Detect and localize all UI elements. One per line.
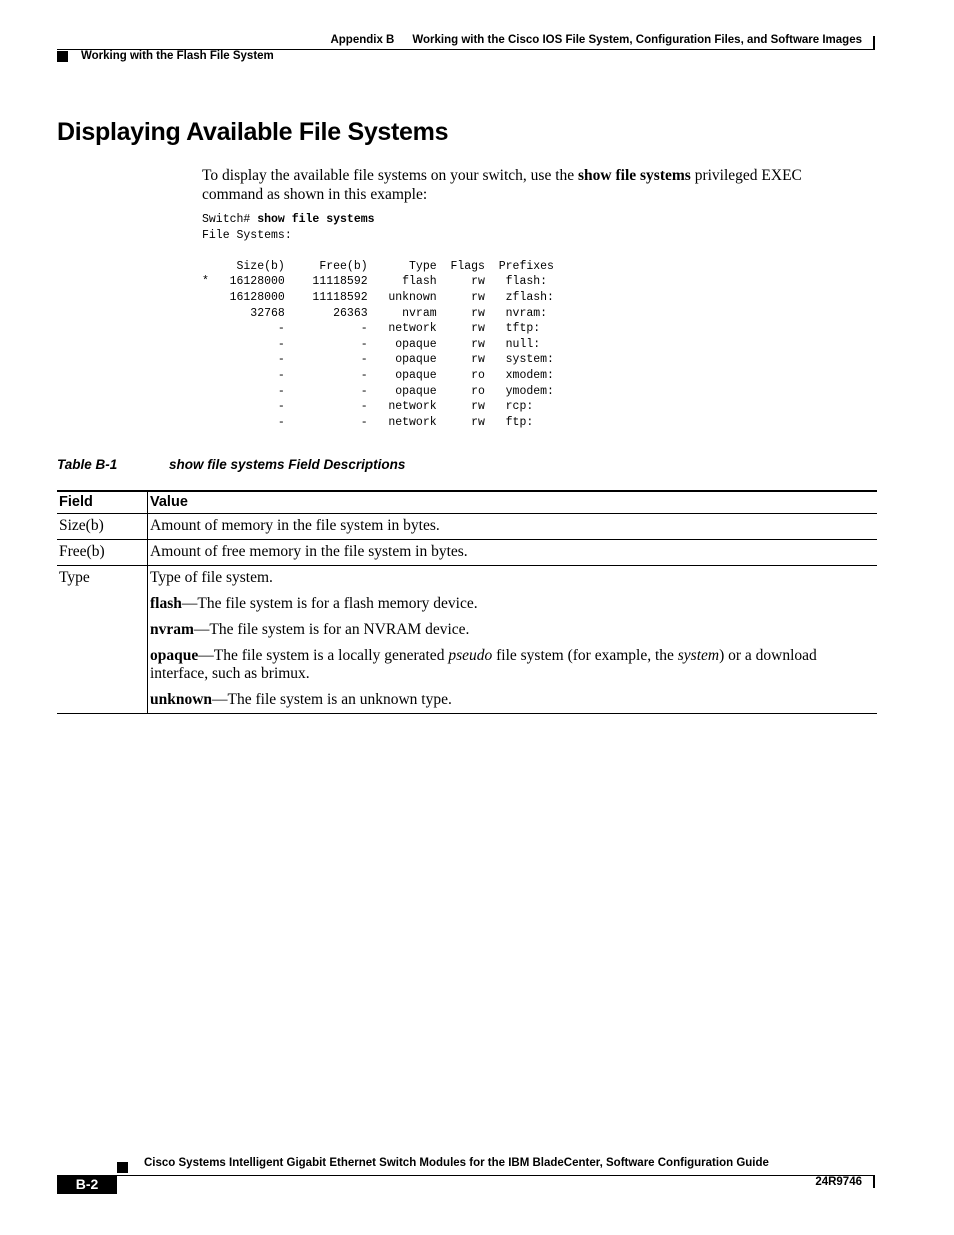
table-header-row xyxy=(57,491,877,514)
desc-opaque-2: file system (for example, the xyxy=(492,647,678,664)
table-header-value: Value xyxy=(148,491,878,514)
footer-marker xyxy=(117,1162,128,1173)
header-chapter-title: Working with the Cisco IOS File System, Configuration Files, and Software Images xyxy=(412,34,862,46)
desc-unknown: —The file system is an unknown type. xyxy=(212,691,452,708)
term-system: system xyxy=(677,647,720,664)
table-row xyxy=(57,566,877,714)
term-nvram: nvram xyxy=(150,621,194,638)
table-caption-title: show file systems Field Descriptions xyxy=(169,457,406,472)
code-example xyxy=(202,212,554,430)
header-section: Working with the Flash File System xyxy=(81,50,274,62)
footer-guide-title: Cisco Systems Intelligent Gigabit Ethernet Switch Modules for the IBM BladeCenter, Software Configuration Guide xyxy=(144,1157,769,1169)
running-header xyxy=(330,34,862,46)
header-bar xyxy=(873,36,875,49)
table-header-field: Field xyxy=(57,491,148,514)
footer-rule xyxy=(57,1175,875,1176)
table-caption-number: Table B-1 xyxy=(57,457,118,472)
code-command: show file systems xyxy=(257,213,375,226)
table-cell-field: Free(b) xyxy=(57,540,148,566)
intro-after: privileged EXEC command as shown in this example: xyxy=(202,167,802,203)
table-cell-value: Amount of memory in the file system in bytes. xyxy=(148,514,878,540)
desc-flash: —The file system is for a flash memory device. xyxy=(181,595,478,612)
type-flash xyxy=(150,595,875,613)
table-caption xyxy=(57,457,405,472)
term-flash: flash xyxy=(150,595,182,612)
header-appendix: Appendix B xyxy=(330,34,395,46)
term-opaque: opaque xyxy=(150,647,199,664)
intro-paragraph xyxy=(202,166,862,204)
term-pseudo: pseudo xyxy=(448,647,493,664)
table-cell-field: Type xyxy=(57,566,148,714)
table-cell-field: Size(b) xyxy=(57,514,148,540)
type-unknown xyxy=(150,691,875,709)
table-row xyxy=(57,540,877,566)
type-description: Type of file system. xyxy=(150,569,273,586)
table-row xyxy=(57,514,877,540)
footer-bar xyxy=(873,1175,875,1188)
code-output: File Systems: Size(b) Free(b) Type Flags Prefixes * 16128000 11118592 flash rw flash: 16128000 11118592 unknown rw zflash: 32768 26363 nvram rw nvram: - - network rw tftp: - - opaque rw null: - - opaque rw system: - - opaque ro xmodem: - - opaque ro ymodem: - - network rw rcp: - - network rw ftp: xyxy=(202,228,554,429)
desc-opaque-1: —The file system is a locally generated xyxy=(198,647,449,664)
page-number: B-2 xyxy=(57,1175,117,1194)
type-nvram xyxy=(150,621,875,639)
desc-nvram: —The file system is for an NVRAM device. xyxy=(193,621,470,638)
desc-opaque-3: ) or a download interface, such as brimux. xyxy=(150,647,817,682)
section-heading: Displaying Available File Systems xyxy=(57,118,449,146)
type-opaque xyxy=(150,647,875,683)
header-marker xyxy=(57,51,68,62)
table-cell-value: Amount of free memory in the file system in bytes. xyxy=(148,540,878,566)
intro-before: To display the available file systems on your switch, use the xyxy=(202,167,579,184)
table-cell-value xyxy=(148,566,878,714)
term-unknown: unknown xyxy=(150,691,213,708)
intro-command: show file systems xyxy=(578,167,691,184)
footer-doc-number: 24R9746 xyxy=(815,1176,862,1188)
field-descriptions-table xyxy=(57,490,877,714)
code-prompt: Switch# xyxy=(202,213,258,226)
